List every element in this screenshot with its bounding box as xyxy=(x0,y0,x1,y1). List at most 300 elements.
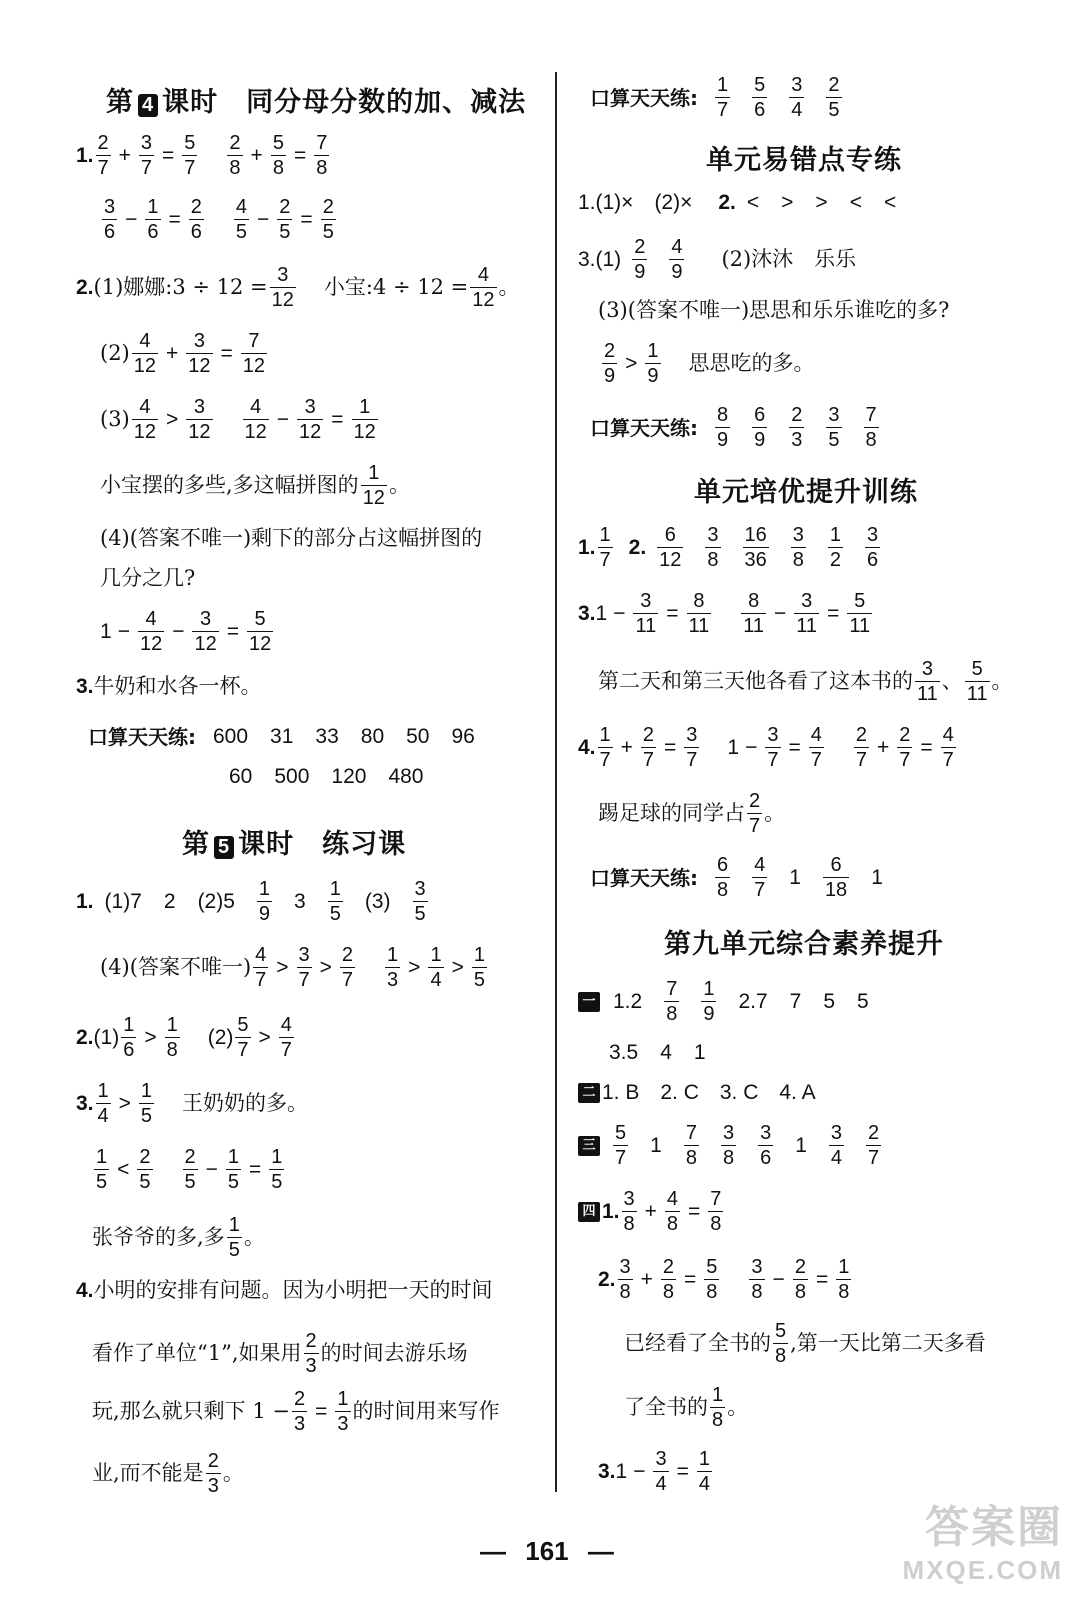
operator: − xyxy=(774,602,787,625)
numerator: 2 xyxy=(642,724,655,746)
fraction xyxy=(622,1188,637,1235)
denominator: 9 xyxy=(754,429,766,451)
value: 120 xyxy=(331,765,367,788)
s1-row-2 xyxy=(598,1042,717,1063)
q2-row-2: (2) $\frac{4}{12}$ + $\frac{3}{12}$ = $\frac{7}{12}$ xyxy=(100,330,269,377)
fraction xyxy=(715,74,730,121)
numerator: 1 xyxy=(712,1384,724,1406)
numerator: 1 xyxy=(829,524,842,546)
denominator: 5 xyxy=(828,99,840,121)
numerator: 5 xyxy=(775,1320,787,1342)
denominator: 7 xyxy=(855,749,868,771)
oral-practice-left: 口算天天练: 600 31 33 80 50 96 xyxy=(88,726,486,747)
denominator: 5 xyxy=(227,1171,240,1193)
denominator: 8 xyxy=(666,1003,678,1025)
fraction xyxy=(865,524,880,571)
comparison xyxy=(600,340,663,387)
denominator: 8 xyxy=(619,1281,631,1303)
numerator: 1 xyxy=(599,524,611,546)
value: 5 xyxy=(857,990,869,1013)
comparison xyxy=(251,944,357,991)
denominator: 8 xyxy=(229,157,241,179)
fraction xyxy=(653,1448,668,1495)
fraction xyxy=(321,196,336,243)
fraction xyxy=(472,944,487,991)
value: (1)7 xyxy=(104,890,142,913)
numerator: 3 xyxy=(304,396,316,418)
page-number: — 161 — xyxy=(480,1536,614,1566)
lesson-5-heading: 第 5 课时 练习课 xyxy=(182,829,407,860)
denominator: 7 xyxy=(810,749,822,771)
operator: + xyxy=(644,1200,657,1223)
denominator: 9 xyxy=(604,365,616,387)
fraction xyxy=(138,608,164,655)
value: 31 xyxy=(270,725,294,748)
numerator: 2 xyxy=(322,196,334,218)
fraction xyxy=(794,590,819,637)
s4-row-4: 了全书的 $\frac{1}{8}$ 。 xyxy=(624,1384,749,1431)
value: 1 xyxy=(795,1134,807,1157)
numerator: 2 xyxy=(749,790,761,812)
fraction xyxy=(864,404,879,451)
answers xyxy=(602,978,880,1025)
fraction xyxy=(96,132,111,179)
denominator: 5 xyxy=(828,429,840,451)
fraction xyxy=(340,944,355,991)
operator: > xyxy=(118,1092,131,1115)
s4-row-2: 2. $\frac{3}{8}$ + $\frac{2}{8}$ = $\frac{5}{8}$ $\frac{3}{8}$ − $\frac{2}{8}$ = $\frac{1}{8}$ xyxy=(598,1256,853,1303)
denominator: 7 xyxy=(237,1039,249,1061)
numerator: 4 xyxy=(477,264,489,286)
equation xyxy=(727,724,825,771)
value: 33 xyxy=(315,725,339,748)
denominator: 18 xyxy=(824,879,848,901)
denominator: 7 xyxy=(140,157,153,179)
fraction xyxy=(773,1320,788,1367)
p4-row-2: 看作了单位“1”,如果用 $\frac{2}{3}$ 的时间去游乐场 xyxy=(92,1330,468,1377)
denominator: 9 xyxy=(647,365,659,387)
fraction xyxy=(829,1122,844,1169)
p3-row-3: 张爷爷的多,多 $\frac{1}{5}$ 。 xyxy=(92,1214,265,1261)
numerator: 2 xyxy=(190,196,202,218)
denominator: 4 xyxy=(698,1473,710,1495)
value: (2)5 xyxy=(197,890,235,913)
numerator: 4 xyxy=(139,330,151,352)
fraction xyxy=(826,74,841,121)
numerator: 7 xyxy=(316,132,328,154)
numerator: 1 xyxy=(227,1146,240,1168)
denominator: 5 xyxy=(139,1171,151,1193)
numerator: 1 xyxy=(647,340,659,362)
unit9-heading: 第九单元综合素养提升 xyxy=(664,929,944,960)
denominator: 11 xyxy=(743,615,765,637)
denominator: 12 xyxy=(271,289,294,311)
numerator: 3 xyxy=(640,590,652,612)
denominator: 6 xyxy=(867,549,879,571)
oral-values xyxy=(202,726,486,747)
operator: + xyxy=(620,736,633,759)
operator: − xyxy=(205,1158,218,1181)
fraction xyxy=(189,196,204,243)
numerator: 5 xyxy=(272,132,284,154)
section-badge: 二 xyxy=(578,1083,600,1103)
denominator: 11 xyxy=(796,615,818,637)
e-row-1: 1.(1)× (2)× 2. < > > < < xyxy=(578,192,907,213)
denominator: 8 xyxy=(722,1147,735,1169)
denominator: 12 xyxy=(133,355,156,377)
section-badge: 三 xyxy=(578,1136,600,1156)
denominator: 36 xyxy=(744,549,767,571)
denominator: 12 xyxy=(194,633,217,655)
numerator: 3 xyxy=(193,330,205,352)
value: 7 xyxy=(789,990,802,1013)
numerator: 3 xyxy=(867,524,879,546)
numerator: 3 xyxy=(619,1256,631,1278)
oral-practice-top: 口算天天练: $\frac{1}{7}$ $\frac{5}{6}$ $\frac{3}{4}$ $\frac{2}{5}$ xyxy=(590,74,853,121)
value: 1 xyxy=(789,866,801,889)
operator: = xyxy=(331,408,344,431)
fraction xyxy=(257,878,272,925)
numerator: 1 xyxy=(698,1448,710,1470)
fraction xyxy=(705,524,720,571)
value: 1 xyxy=(595,602,608,625)
numerator: 3 xyxy=(791,74,803,96)
value: 1 xyxy=(650,1134,662,1157)
operator: = xyxy=(684,1268,697,1291)
denominator: 12 xyxy=(242,355,266,377)
comparison xyxy=(130,396,215,443)
operator: > xyxy=(166,408,179,431)
fraction xyxy=(94,1146,109,1193)
denominator: 3 xyxy=(305,1355,317,1377)
denominator: 4 xyxy=(791,99,803,121)
fraction xyxy=(304,1330,319,1377)
excel-training-heading: 单元培优提升训练 xyxy=(694,477,918,508)
fraction xyxy=(704,1256,719,1303)
s2-row: 二 1. B 2. C 3. C 4. A xyxy=(578,1082,816,1103)
numerator: 7 xyxy=(710,1188,722,1210)
numerator: 5 xyxy=(615,1122,627,1144)
value: 1 xyxy=(693,1041,706,1064)
denominator: 8 xyxy=(662,1281,675,1303)
numerator: 4 xyxy=(139,396,151,418)
fraction xyxy=(657,524,683,571)
numerator: 7 xyxy=(685,1122,697,1144)
q2-row-6: 几分之几? xyxy=(100,566,196,590)
column-divider xyxy=(555,72,557,1492)
t-row-2: 3. 1 − $\frac{3}{11}$ = $\frac{8}{11}$ $\frac{8}{11}$ − $\frac{3}{11}$ = $\frac{5}{11}$ xyxy=(578,590,874,637)
s4-row-1: 四 1. $\frac{3}{8}$ + $\frac{4}{8}$ = $\frac{7}{8}$ xyxy=(578,1188,725,1235)
fraction xyxy=(721,1122,736,1169)
fraction xyxy=(226,1146,241,1193)
numerator: 1 xyxy=(97,1080,109,1102)
fraction xyxy=(897,724,912,771)
numerator: 4 xyxy=(666,1188,679,1210)
equation xyxy=(232,196,338,243)
fraction xyxy=(758,1122,773,1169)
denominator: 9 xyxy=(634,261,646,283)
fraction xyxy=(749,1256,764,1303)
numerator: 5 xyxy=(854,590,866,612)
denominator: 8 xyxy=(710,1213,722,1235)
fraction xyxy=(836,1256,851,1303)
value: (3) xyxy=(364,890,391,913)
t-row-5: 踢足球的同学占 $\frac{2}{7}$ 。 xyxy=(598,790,786,837)
denominator: 7 xyxy=(280,1039,292,1061)
fraction xyxy=(192,608,218,655)
numerator: 1 xyxy=(337,1388,349,1410)
value: 500 xyxy=(274,765,310,788)
comparison-signs xyxy=(736,192,907,213)
denominator: 4 xyxy=(830,1147,842,1169)
numerator: 2 xyxy=(341,944,354,966)
comparison xyxy=(94,1014,182,1061)
denominator: 7 xyxy=(341,969,354,991)
denominator: 11 xyxy=(688,615,710,637)
denominator: 5 xyxy=(96,1171,108,1193)
denominator: 6 xyxy=(123,1039,135,1061)
numerator: 6 xyxy=(664,524,676,546)
operator: = xyxy=(788,736,801,759)
fraction xyxy=(186,330,212,377)
numerator: 8 xyxy=(693,590,705,612)
numerator: 1 xyxy=(838,1256,850,1278)
oral-values xyxy=(704,74,853,121)
numerator: 1 xyxy=(123,1014,135,1036)
q2-row-1: 2. (1)娜娜:3 ÷ 12 = $\frac{3}{12}$ 小宝:4 ÷ 12 = $\frac{4}{12}$ 。 xyxy=(76,264,520,311)
fraction xyxy=(747,790,762,837)
numerator: 5 xyxy=(237,1014,249,1036)
t-row-3: 第二天和第三天他各看了这本书的 $\frac{3}{11}$ 、 $\frac{5}{11}$ 。 xyxy=(598,658,1013,705)
operator: = xyxy=(293,144,307,167)
fraction xyxy=(243,396,269,443)
numerator: 4 xyxy=(145,608,157,630)
value: 1 xyxy=(615,1460,628,1483)
t-row-4: 4. $\frac{1}{7}$ + $\frac{2}{7}$ = $\frac{3}{7}$ 1 − $\frac{3}{7}$ = $\frac{4}{7}$ $\frac{2}{7}$ + $\frac{2}{7}$ = $\frac{4}{7}$ xyxy=(578,724,958,771)
fraction xyxy=(277,196,292,243)
fraction xyxy=(866,1122,881,1169)
denominator: 8 xyxy=(166,1039,178,1061)
s4-row-5: 3. 1 − $\frac{3}{4}$ = $\frac{1}{4}$ xyxy=(598,1448,714,1495)
operator: > xyxy=(451,956,464,979)
operator: + xyxy=(877,736,890,759)
denominator: 11 xyxy=(966,683,988,705)
s4-row-3: 已经看了全书的 $\frac{5}{8}$ ,第一天比第二天多看 xyxy=(624,1320,986,1367)
q2-row-4: 小宝摆的多些,多这幅拼图的 $\frac{1}{12}$ 。 xyxy=(100,462,410,509)
numerator: 1 xyxy=(166,1014,178,1036)
equation xyxy=(181,1146,287,1193)
operator: − xyxy=(745,736,758,759)
answers xyxy=(602,1122,892,1169)
equation xyxy=(852,724,958,771)
numerator: 1 xyxy=(368,462,380,484)
denominator: 5 xyxy=(235,221,248,243)
numerator: 3 xyxy=(760,1122,772,1144)
numerator: 7 xyxy=(666,978,678,1000)
denominator: 7 xyxy=(255,969,267,991)
error-practice-heading: 单元易错点专练 xyxy=(706,145,902,176)
numerator: 2 xyxy=(97,132,109,154)
denominator: 12 xyxy=(133,421,156,443)
equation xyxy=(747,1256,853,1303)
fraction xyxy=(470,264,496,311)
value: 1 xyxy=(727,736,740,759)
operator: > xyxy=(276,956,289,979)
denominator: 7 xyxy=(97,157,109,179)
e-row-4: $\frac{2}{9}$ > $\frac{1}{9}$ 思思吃的多。 xyxy=(600,340,815,387)
numerator: 3 xyxy=(722,1122,735,1144)
numerator: 2 xyxy=(899,724,911,746)
fraction xyxy=(793,1256,808,1303)
numerator: 1 xyxy=(717,74,729,96)
denominator: 12 xyxy=(472,289,495,311)
s1-row-1 xyxy=(578,978,880,1025)
fraction xyxy=(645,340,660,387)
fraction xyxy=(428,944,443,991)
p4-row-4: 业,而不能是 $\frac{2}{3}$ 。 xyxy=(92,1450,244,1497)
numerator: 2 xyxy=(293,1388,306,1410)
numerator: 5 xyxy=(184,132,196,154)
operator: − xyxy=(276,408,290,431)
fraction xyxy=(227,132,242,179)
fraction xyxy=(145,196,160,243)
fraction xyxy=(710,1384,725,1431)
denominator: 11 xyxy=(849,615,871,637)
denominator: 6 xyxy=(760,1147,772,1169)
equation xyxy=(225,132,331,179)
fraction xyxy=(854,724,869,771)
fraction xyxy=(823,854,849,901)
numerator: 6 xyxy=(754,404,766,426)
numerator: 8 xyxy=(717,404,729,426)
numerator: 3 xyxy=(751,1256,763,1278)
numerator: 1 xyxy=(430,944,442,966)
numerator: 3 xyxy=(686,724,698,746)
denominator: 8 xyxy=(717,879,729,901)
fraction xyxy=(253,944,268,991)
equation xyxy=(94,132,200,179)
numerator: 1 xyxy=(359,396,371,418)
equation xyxy=(739,590,874,637)
numerator: 3 xyxy=(655,1448,667,1470)
numerator: 3 xyxy=(298,944,310,966)
denominator: 3 xyxy=(207,1475,219,1497)
numerator: 3 xyxy=(277,264,289,286)
q2-row-5: (4)(答案不唯一)剩下的部分占这幅拼图的 xyxy=(100,526,483,550)
fraction xyxy=(165,1014,180,1061)
fraction xyxy=(715,404,730,451)
fraction xyxy=(139,1080,154,1127)
fraction xyxy=(235,1014,250,1061)
denominator: 6 xyxy=(754,99,766,121)
numerator: 1 xyxy=(271,1146,283,1168)
numerator: 3 xyxy=(414,878,426,900)
e-row-3: (3)(答案不唯一)思思和乐乐谁吃的多? xyxy=(598,298,950,322)
fraction xyxy=(186,396,212,443)
numerator: 3 xyxy=(921,658,933,680)
operator: = xyxy=(226,620,239,643)
operator: = xyxy=(249,1158,262,1181)
fraction xyxy=(413,878,428,925)
fraction xyxy=(765,724,780,771)
equation xyxy=(616,1256,722,1303)
numerator: 1 xyxy=(473,944,485,966)
numerator: 3 xyxy=(767,724,779,746)
e-row-2: 3.(1) $\frac{2}{9}$ $\frac{4}{9}$ (2)沐沐 乐乐 xyxy=(578,236,857,283)
denominator: 12 xyxy=(299,421,322,443)
denominator: 8 xyxy=(272,157,284,179)
fraction xyxy=(915,658,940,705)
denominator: 5 xyxy=(140,1105,153,1127)
denominator: 8 xyxy=(794,1281,806,1303)
numerator: 5 xyxy=(754,74,766,96)
p3-row-1: 3. $\frac{1}{4}$ > $\frac{1}{5}$ 王奶奶的多。 xyxy=(76,1080,309,1127)
fraction xyxy=(385,944,400,991)
numerator: 4 xyxy=(671,236,683,258)
numerator: 4 xyxy=(255,944,267,966)
denominator: 12 xyxy=(659,549,682,571)
denominator: 3 xyxy=(293,1413,306,1435)
denominator: 9 xyxy=(717,429,729,451)
equation xyxy=(616,1448,714,1495)
operator: = xyxy=(815,1268,829,1291)
operator: + xyxy=(250,144,263,167)
answers xyxy=(598,1042,717,1063)
fraction xyxy=(809,724,824,771)
numerator: 3 xyxy=(623,1188,635,1210)
numerator: 2 xyxy=(828,74,840,96)
denominator: 12 xyxy=(244,421,267,443)
t-row-1: 1. $\frac{1}{7}$ 2. $\frac{6}{12}$ $\frac{3}{8}$ $\frac{16}{36}$ $\frac{3}{8}$ $\frac{1}{2}$ $\frac{3}{6}$ xyxy=(578,524,891,571)
value: (1) xyxy=(93,1026,120,1049)
denominator: 7 xyxy=(717,99,729,121)
q3-row: 3. 牛奶和水各一杯。 xyxy=(76,674,262,698)
numerator: 2 xyxy=(139,1146,151,1168)
numerator: 2 xyxy=(229,132,241,154)
operator: > xyxy=(408,956,421,979)
watermark: 答案圈 MXQE.COM xyxy=(902,1503,1063,1585)
denominator: 12 xyxy=(353,421,376,443)
fraction xyxy=(632,236,647,283)
numerator: 7 xyxy=(248,330,260,352)
fraction xyxy=(314,132,329,179)
fraction xyxy=(613,1122,628,1169)
denominator: 6 xyxy=(104,221,116,243)
fraction xyxy=(598,524,613,571)
numerator: 16 xyxy=(744,524,767,546)
denominator: 4 xyxy=(655,1473,667,1495)
denominator: 3 xyxy=(791,429,803,451)
denominator: 2 xyxy=(829,549,842,571)
fraction xyxy=(182,132,197,179)
fraction xyxy=(271,132,286,179)
numerator: 2 xyxy=(855,724,868,746)
fractions xyxy=(621,236,695,283)
numerator: 4 xyxy=(942,724,954,746)
operator: = xyxy=(827,602,840,625)
fraction xyxy=(752,854,767,901)
fraction xyxy=(789,74,804,121)
fraction xyxy=(234,196,249,243)
fraction xyxy=(697,1448,712,1495)
fraction xyxy=(664,978,679,1025)
value: 1.2 xyxy=(613,990,643,1013)
numerator: 1 xyxy=(329,878,341,900)
denominator: 7 xyxy=(868,1147,880,1169)
operator: < xyxy=(849,191,862,214)
oral-values xyxy=(704,854,894,901)
operator: = xyxy=(666,602,679,625)
